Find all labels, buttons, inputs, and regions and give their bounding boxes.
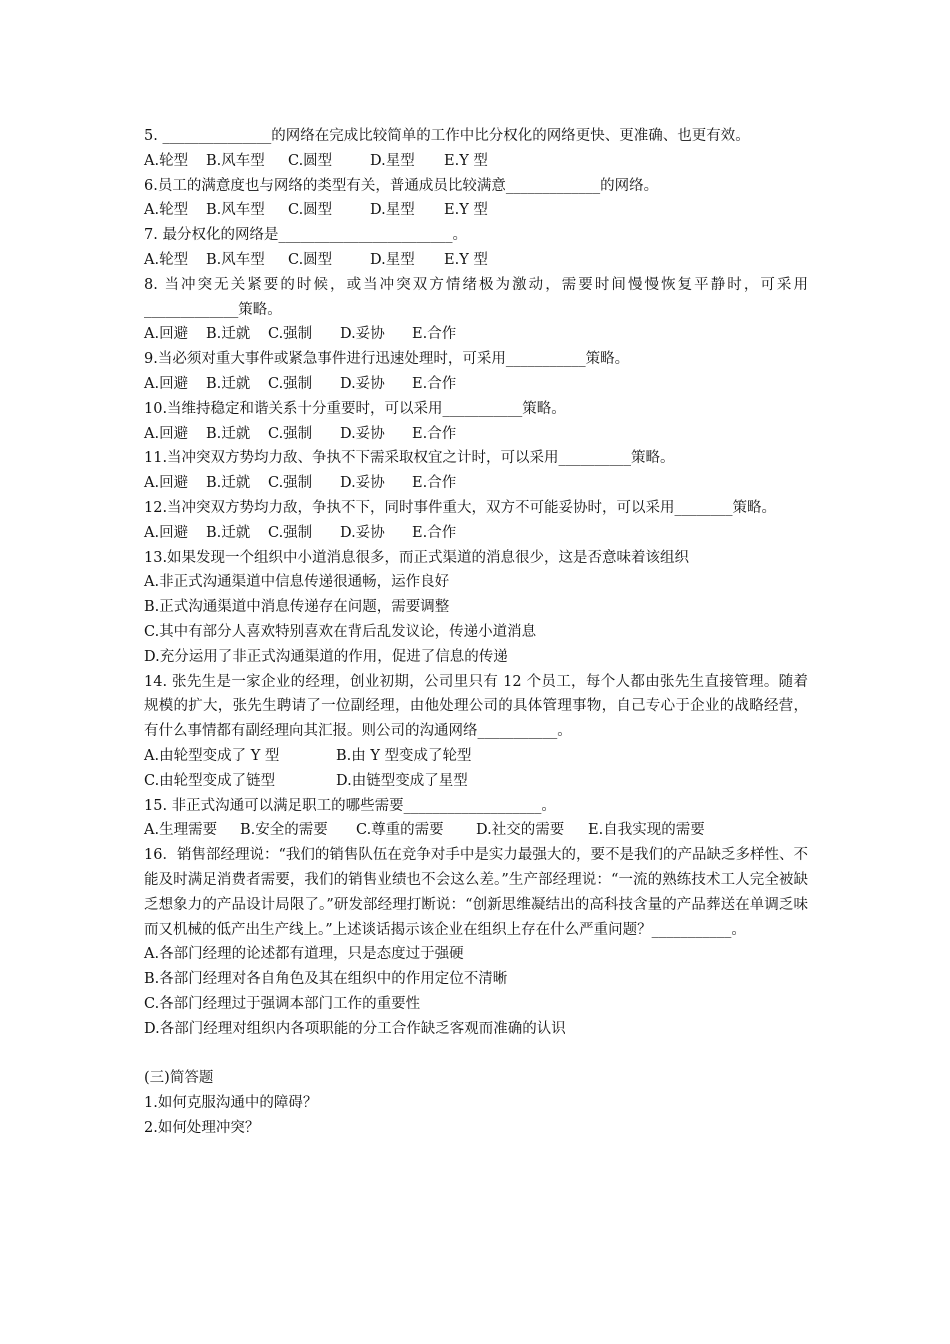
option: D.充分运用了非正式沟通渠道的作用，促进了信息的传递 [144, 648, 508, 665]
option: A.回避 [144, 524, 189, 541]
question-8: 8. 当冲突无关紧要的时候，或当冲突双方情绪极为激动，需要时间慢慢恢复平静时，可采用_____________策略。 [144, 276, 808, 318]
option: D.妥协 [340, 375, 385, 392]
question-7-options [144, 248, 808, 273]
option: A.回避 [144, 425, 189, 442]
question-14: 14. 张先生是一家企业的经理，创业初期，公司里只有 12 个员工，每个人都由张先生直接管理。随着规模的扩大，张先生聘请了一位副经理，由他处理公司的具体管理事物，自己专心于企业的战略经营，有什么事情都有副经理向其汇报。则公司的沟通网络___________。 [144, 673, 808, 740]
option: E.合作 [412, 375, 457, 392]
option: C.强制 [268, 524, 313, 541]
question-13: 13.如果发现一个组织中小道消息很多，而正式渠道的消息很少，这是否意味着该组织 [144, 549, 690, 566]
option: B.迁就 [206, 475, 251, 492]
option: A.轮型 [144, 251, 189, 268]
document-content [144, 124, 808, 1141]
question-6-options [144, 198, 808, 223]
option: A.回避 [144, 326, 189, 343]
option: B.迁就 [206, 375, 251, 392]
option: D.妥协 [340, 524, 385, 541]
option: C.圆型 [288, 251, 333, 268]
option: A.回避 [144, 375, 189, 392]
option: C.各部门经理过于强调本部门工作的重要性 [144, 995, 421, 1012]
option: C.强制 [268, 375, 313, 392]
question-9-options [144, 372, 808, 397]
option: E.Y 型 [444, 251, 488, 268]
question-11-options [144, 471, 808, 496]
option: A.回避 [144, 475, 189, 492]
short-answer-item: 2.如何处理冲突？ [144, 1119, 260, 1136]
option: C.由轮型变成了链型 [144, 772, 276, 789]
option: D.由链型变成了星型 [336, 772, 468, 789]
question-8-options [144, 322, 808, 347]
option: E.合作 [412, 326, 457, 343]
option: E.Y 型 [444, 152, 488, 169]
option: B.各部门经理对各自角色及其在组织中的作用定位不清晰 [144, 971, 508, 988]
short-answer-item: 1.如何克服沟通中的障碍？ [144, 1095, 318, 1112]
option: C.圆型 [288, 152, 333, 169]
option: B.迁就 [206, 425, 251, 442]
option: B.正式沟通渠道中消息传递存在问题，需要调整 [144, 599, 450, 616]
option: C.强制 [268, 326, 313, 343]
option: E.合作 [412, 475, 457, 492]
option: B.风车型 [206, 152, 265, 169]
option: E.Y 型 [444, 202, 488, 219]
question-14-options-row-1 [144, 744, 808, 769]
option: A.由轮型变成了 Y 型 [144, 747, 280, 764]
option: C.其中有部分人喜欢特别喜欢在背后乱发议论，传递小道消息 [144, 623, 537, 640]
option: A.生理需要 [144, 822, 218, 839]
option: C.强制 [268, 425, 313, 442]
question-6: 6.员工的满意度也与网络的类型有关，普通成员比较满意_____________的网络。 [144, 177, 659, 194]
question-16: 16．销售部经理说：“我们的销售队伍在竞争对手中是实力最强大的，要不是我们的产品缺乏多样性、不能及时满足消费者需要，我们的销售业绩也不会这么差。”生产部经理说：“一流的熟练技术工人完全被缺乏想象力的产品设计局限了。”研发部经理打断说：“创新思维凝结出的高科技含量的产品葬送在单调乏味而又机械的低产出生产线上。”上述谈话揭示该企业在组织上存在什么严重问题？___________。 [144, 847, 808, 938]
question-12: 12.当冲突双方势均力敌，争执不下，同时事件重大，双方不可能妥协时，可以采用________策略。 [144, 499, 777, 516]
question-10: 10.当维持稳定和谐关系十分重要时，可以采用___________策略。 [144, 400, 566, 417]
option: B.迁就 [206, 326, 251, 343]
option: E.自我实现的需要 [588, 822, 705, 839]
option: D.各部门经理对组织内各项职能的分工合作缺乏客观而准确的认识 [144, 1020, 566, 1037]
option: D.妥协 [340, 425, 385, 442]
question-10-options [144, 422, 808, 447]
option: A.各部门经理的论述都有道理，只是态度过于强硬 [144, 946, 464, 963]
question-12-options [144, 521, 808, 546]
section-title: (三)简答题 [144, 1070, 214, 1087]
question-11: 11.当冲突双方势均力敌、争执不下需采取权宜之计时，可以采用__________策略。 [144, 450, 675, 467]
question-15: 15. 非正式沟通可以满足职工的哪些需要___________________。 [144, 797, 556, 814]
option: B.迁就 [206, 524, 251, 541]
option: C.尊重的需要 [356, 822, 444, 839]
question-15-options [144, 818, 808, 843]
section-spacer [144, 1041, 808, 1066]
question-7: 7. 最分权化的网络是________________________。 [144, 227, 467, 244]
option: D.星型 [370, 202, 415, 219]
option: D.星型 [370, 152, 415, 169]
option: B.由 Y 型变成了轮型 [336, 747, 472, 764]
option: D.星型 [370, 251, 415, 268]
option: D.妥协 [340, 326, 385, 343]
question-14-options-row-2 [144, 769, 808, 794]
option: A.非正式沟通渠道中信息传递很通畅，运作良好 [144, 574, 450, 591]
option: D.妥协 [340, 475, 385, 492]
option: B.风车型 [206, 202, 265, 219]
question-5: 5. _______________的网络在完成比较简单的工作中比分权化的网络更快、更准确、也更有效。 [144, 128, 750, 144]
option: C.强制 [268, 475, 313, 492]
option: B.风车型 [206, 251, 265, 268]
option: B.安全的需要 [240, 822, 328, 839]
option: E.合作 [412, 425, 457, 442]
question-9: 9.当必须对重大事件或紧急事件进行迅速处理时，可采用___________策略。 [144, 351, 630, 368]
option: A.轮型 [144, 152, 189, 169]
option: D.社交的需要 [476, 822, 565, 839]
question-5-options [144, 149, 808, 174]
option: A.轮型 [144, 202, 189, 219]
option: E.合作 [412, 524, 457, 541]
option: C.圆型 [288, 202, 333, 219]
